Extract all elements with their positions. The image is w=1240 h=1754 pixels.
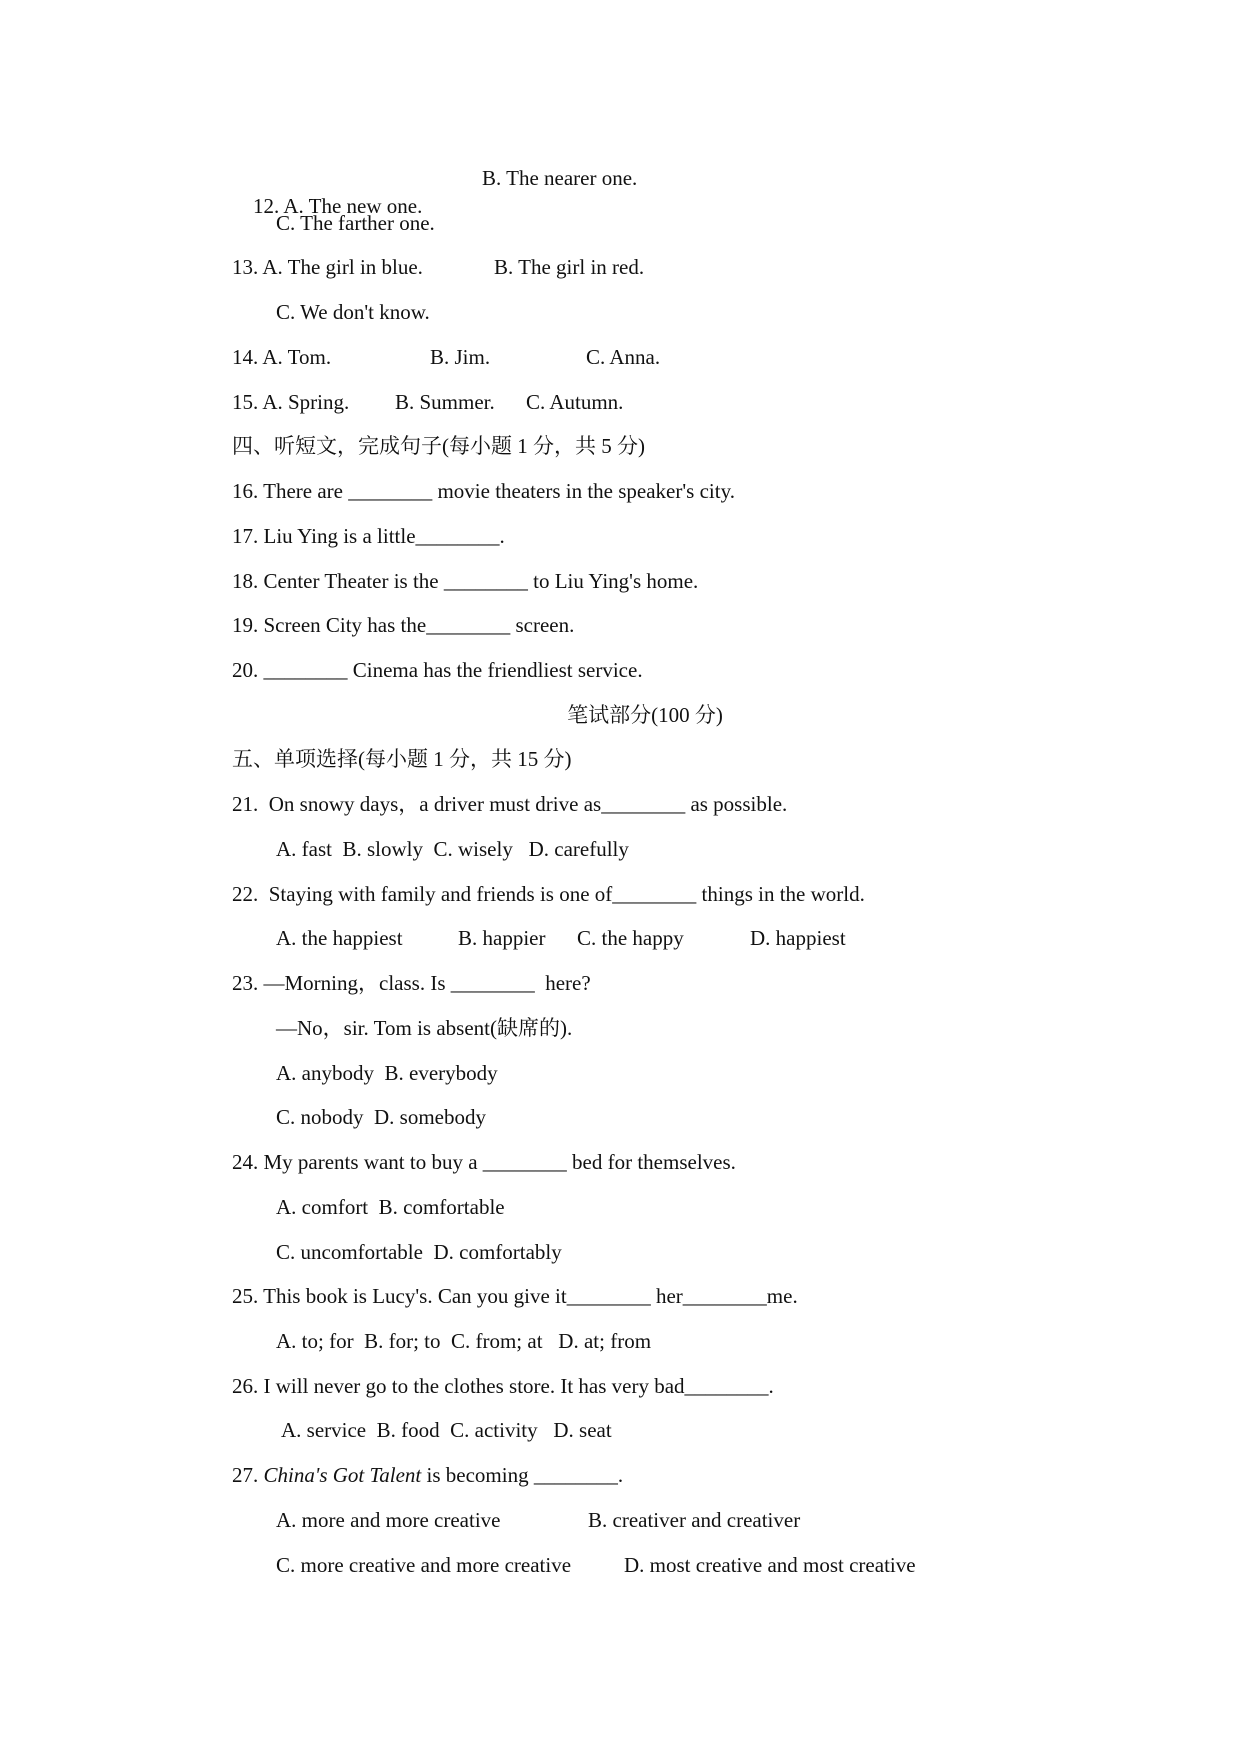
question-22-option-c: C. the happy [577, 926, 684, 950]
question-25-options: A. to; for B. for; to C. from; at D. at; from [276, 1329, 652, 1353]
question-12-option-b: B. The nearer one. [482, 166, 638, 190]
question-22-option-a: A. the happiest [276, 926, 403, 950]
question-15-option-c: C. Autumn. [526, 390, 624, 414]
question-19: 19. Screen City has the________ screen. [232, 613, 575, 637]
question-15-option-a: 15. A. Spring. [232, 390, 350, 414]
question-23-options-1: A. anybody B. everybody [276, 1061, 498, 1085]
question-12-option-a: 12. A. The new one. [253, 194, 423, 218]
question-18: 18. Center Theater is the ________ to Liu Ying's home. [232, 569, 699, 593]
question-15-option-b: B. Summer. [395, 390, 495, 414]
question-13-option-a: 13. A. The girl in blue. [232, 255, 423, 279]
question-23-stem: 23. —Morning，class. Is ________ here? [232, 971, 591, 995]
question-16: 16. There are ________ movie theaters in the speaker's city. [232, 479, 735, 503]
question-25-stem: 25. This book is Lucy's. Can you give it________ her________me. [232, 1284, 798, 1308]
question-20: 20. ________ Cinema has the friendliest service. [232, 658, 643, 682]
question-27-number: 27. [232, 1463, 264, 1487]
question-27-stem-rest: is becoming ________. [421, 1463, 624, 1487]
question-22-option-d: D. happiest [750, 926, 846, 950]
question-22-stem: 22. Staying with family and friends is one of________ things in the world. [232, 882, 865, 906]
question-14-option-a: 14. A. Tom. [232, 345, 332, 369]
question-14-option-b: B. Jim. [430, 345, 491, 369]
question-27-stem [232, 1461, 623, 1489]
written-part-title: 笔试部分(100 分) [567, 703, 723, 727]
question-21-options: A. fast B. slowly C. wisely D. carefully [276, 837, 629, 861]
question-27-option-c: C. more creative and more creative [276, 1553, 572, 1577]
question-27-option-d: D. most creative and most creative [624, 1553, 916, 1577]
question-13-option-c: C. We don't know. [276, 300, 430, 324]
question-23-reply: —No，sir. Tom is absent(缺席的). [276, 1016, 573, 1040]
question-26-options: A. service B. food C. activity D. seat [281, 1418, 612, 1442]
question-27-option-b: B. creativer and creativer [588, 1508, 801, 1532]
question-22-option-b: B. happier [458, 926, 546, 950]
question-12-option-c: C. The farther one. [276, 211, 435, 235]
question-24-options-2: C. uncomfortable D. comfortably [276, 1240, 562, 1264]
question-14-option-c: C. Anna. [586, 345, 661, 369]
question-27-option-a: A. more and more creative [276, 1508, 501, 1532]
section-5-heading: 五、单项选择(每小题 1 分，共 15 分) [232, 747, 572, 771]
question-26-stem: 26. I will never go to the clothes store. It has very bad________. [232, 1374, 774, 1398]
question-17: 17. Liu Ying is a little________. [232, 524, 505, 548]
section-4-heading: 四、听短文，完成句子(每小题 1 分，共 5 分) [232, 434, 645, 458]
question-23-options-2: C. nobody D. somebody [276, 1105, 486, 1129]
question-24-options-1: A. comfort B. comfortable [276, 1195, 505, 1219]
question-21-stem: 21. On snowy days，a driver must drive as________ as possible. [232, 792, 788, 816]
question-27-show-title: China's Got Talent [263, 1463, 422, 1487]
question-24-stem: 24. My parents want to buy a ________ bed for themselves. [232, 1150, 736, 1174]
question-13-option-b: B. The girl in red. [494, 255, 645, 279]
